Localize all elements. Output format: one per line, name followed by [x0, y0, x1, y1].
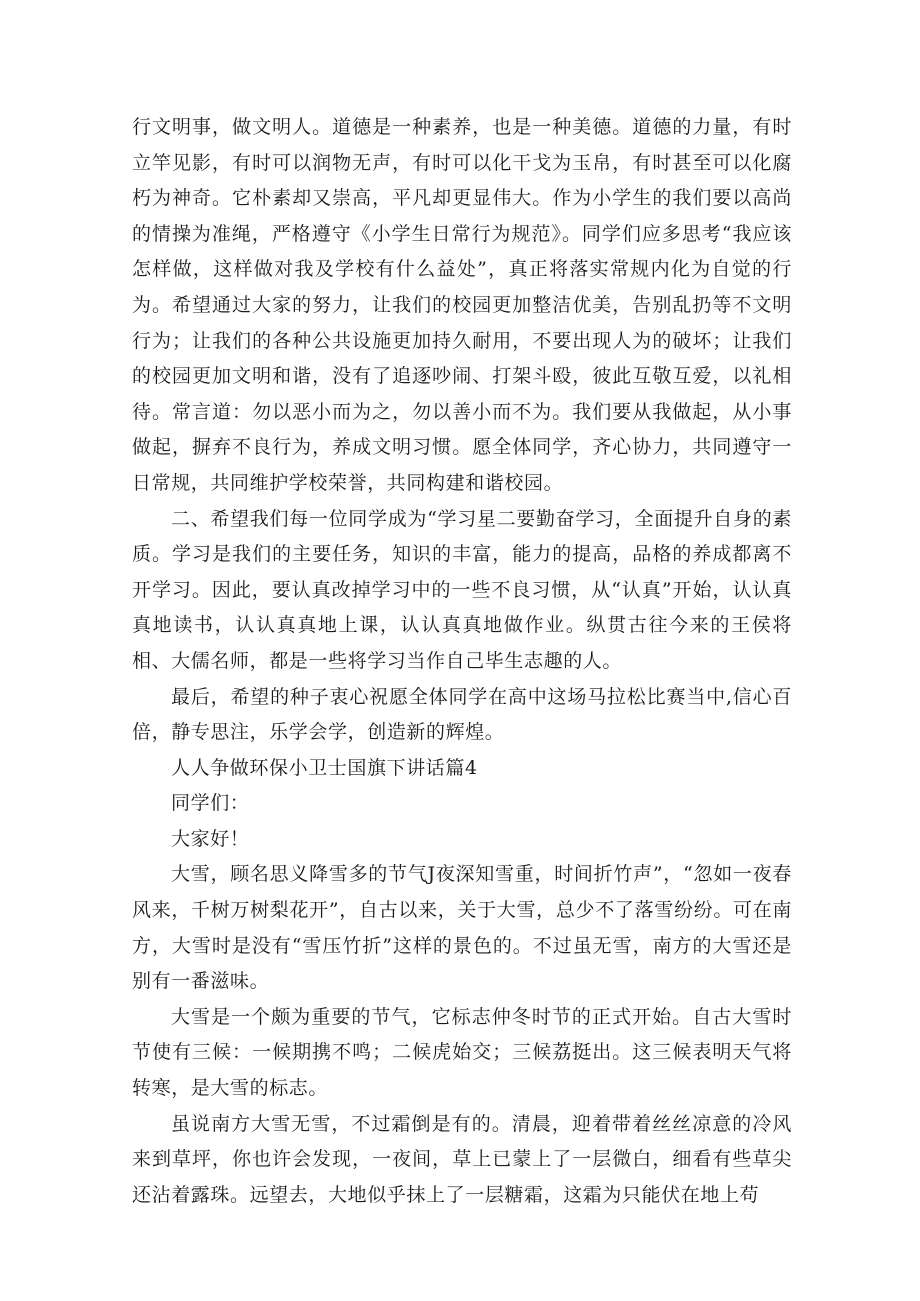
greeting-students: 同学们：: [171, 792, 250, 815]
paragraph-frost: 虽说南方大雪无雪，不过霜倒是有的。清晨，迎着带着丝丝凉意的冷风来到草坪，你也许会发现，一夜间，草上已蒙上了一层微白，细看有些草尖还沾着露珠。远望去，大地似乎抹上了一层糖霜，这霜为只能伏在地上苟: [132, 1112, 792, 1206]
paragraph-daxue-solar-term: 大雪是一个颇为重要的节气，它标志仲冬时节的正式开始。自古大雪时节使有三候：一候期携不鸣；二候虎始交；三候荔挺出。这三候表明天气将转寒，是大雪的标志。: [132, 1005, 792, 1100]
greeting-everyone: 大家好！: [171, 827, 250, 850]
document-body: [132, 110, 792, 1213]
paragraph-daxue-intro: 大雪，顾名思义降雪多的节气J夜深知雪重，时间折竹声”，“忽如一夜春风来，千树万树梨花开”，自古以来，关于大雪，总少不了落雪纷纷。可在南方，大雪时是没有“雪压竹折”这样的景色的。不过虽无雪，南方的大雪还是别有一番滋味。: [132, 863, 792, 993]
paragraph-study-star: 二、希望我们每一位同学成为“学习星二要勤奋学习，全面提升自身的素质。学习是我们的主要任务，知识的丰富，能力的提高，品格的养成都离不开学习。因此，要认真改掉学习中的一些不良习惯，从“认真”开始，认认真真地读书，认认真真地上课，认认真真地做作业。纵贯古往今来的王侯将相、大儒名师，都是一些将学习当作自己毕生志趣的人。: [132, 507, 792, 672]
paragraph-closing-wish: 最后，希望的种子衷心祝愿全体同学在高中这场马拉松比赛当中,信心百倍，静专思注，乐学会学，创造新的辉煌。: [132, 685, 792, 744]
section-title: 人人争做环保小卫士国旗下讲话篇4: [171, 756, 478, 779]
paragraph-civility: 行文明事，做文明人。道德是一种素养，也是一种美德。道德的力量，有时立竿见影，有时可以润物无声，有时可以化干戈为玉帛，有时甚至可以化腐朽为神奇。它朴素却又崇高，平凡却更显伟大。作为小学生的我们要以高尚的情操为准绳，严格遵守《小学生日常行为规范》。同学们应多思考“我应该怎样做，这样做对我及学校有什么益处”，真正将落实常规内化为自觉的行为。希望通过大家的努力，让我们的校园更加整洁优美，告别乱扔等不文明行为；让我们的各种公共设施更加持久耐用，不要出现人为的破坏；让我们的校园更加文明和谐，没有了追逐吵闹、打架斗殴，彼此互敬互爱，以礼相待。常言道：勿以恶小而为之，勿以善小而不为。我们要从我做起，从小事做起，摒弃不良行为，养成文明习惯。愿全体同学，齐心协力，共同遵守一日常规，共同维护学校荣誉，共同构建和谐校园。: [132, 116, 792, 494]
